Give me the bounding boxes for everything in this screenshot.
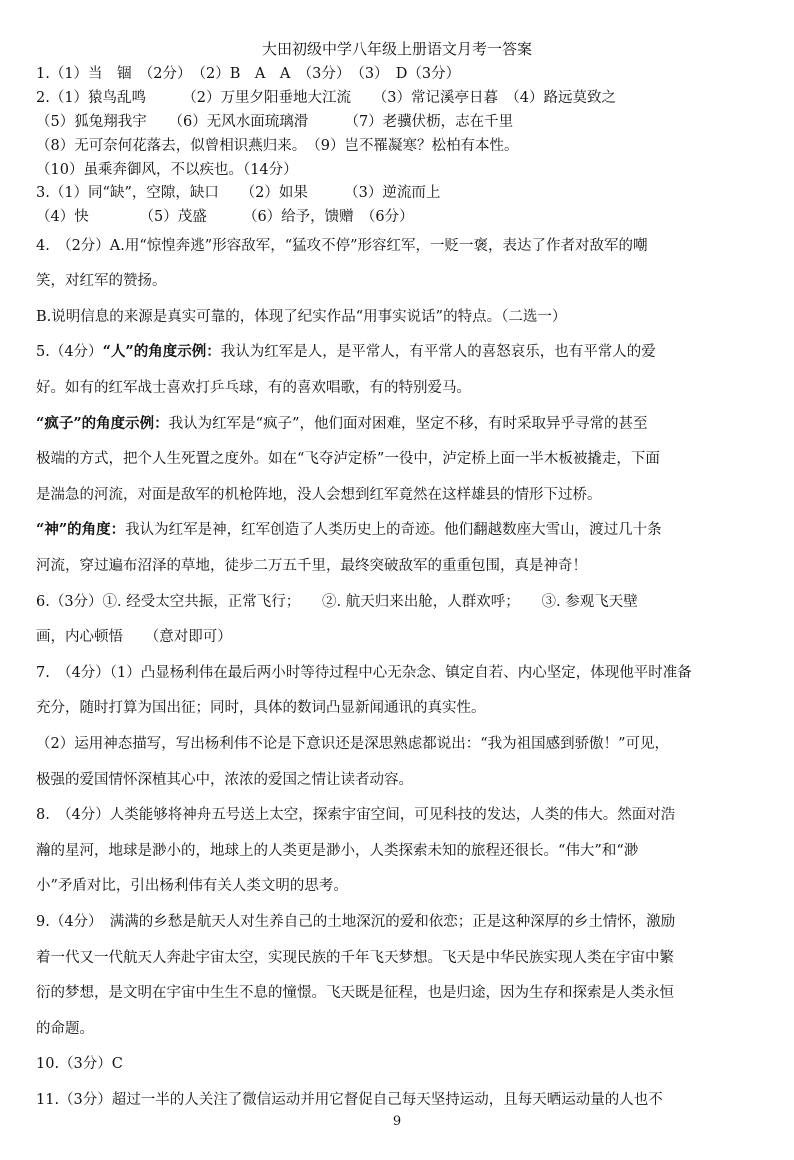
answer-line: 11.（3分）超过一半的人关注了微信运动并用它督促自己每天坚持运动，且每天晒运动量的人也不 [36, 1092, 663, 1108]
answer-line: 1.（1）当 锢 （2分） （2）B A A （3分） （3） D（3分） [36, 66, 461, 82]
answer-line: B.说明信息的来源是真实可靠的，体现了纪实作品“用事实说话”的特点。（二选一） [36, 309, 567, 325]
answer-line: 7. （4分）（1）凸显杨利伟在最后两小时等待过程中心无杂念、镇定自若、内心坚定，体现他平时准备 [36, 665, 692, 681]
q5-prefix: 5.（4分） [36, 344, 103, 360]
answer-line: 8. （4分）人类能够将神舟五号送上太空，探索宇宙空间，可见科技的发达，人类的伟大。然面对浩 [36, 807, 676, 823]
answer-line: 衍的梦想，是文明在宇宙中生生不息的憧憬。飞天既是征程，也是归途，因为生存和探索是人类永恒 [36, 985, 674, 1001]
answer-line: 好。如有的红军战士喜欢打乒乓球，有的喜欢唱歌，有的特别爱马。 [36, 380, 471, 396]
answer-line: （5）狐兔翔我宇 （6）无风水面琉璃滑 （7）老骥伏枥，志在千里 [36, 114, 514, 130]
answer-line: 画，内心顿悟 （意对即可） [36, 629, 232, 645]
line-text: 我认为红军是“疯子”，他们面对困难，坚定不移，有时采取异乎寻常的甚至 [168, 416, 648, 432]
answer-line: 小”矛盾对比，引出杨利伟有关人类文明的思考。 [36, 878, 348, 894]
answer-line: 2.（1）猿鸟乱鸣 （2）万里夕阳垂地大江流 （3）常记溪亭日暮 （4）路远莫致之 [36, 90, 616, 106]
bold-heading: “神”的角度： [36, 521, 126, 538]
answer-line: 3.（1）同“缺”，空隙，缺口 （2）如果 （3）逆流而上 [36, 185, 441, 201]
answer-line: 河流，穿过遍布沼泽的草地，徒步二万五千里，最终突破敌军的重重包围，真是神奇！ [36, 558, 587, 574]
answer-line: 4. （2分）A.用“惊惶奔逃”形容敌军，“猛攻不停”形容红军，一贬一褒，表达了作者对敌军的嘲 [36, 238, 648, 254]
q5-bold-heading: “人”的角度示例： [102, 343, 221, 360]
answer-line: 9.（4分） 满满的乡愁是航天人对生养自己的土地深沉的爱和依恋；正是这种深厚的乡土情怀，激励 [36, 914, 676, 930]
answer-line: 的命题。 [36, 1021, 94, 1037]
answer-line [36, 518, 662, 539]
page-number: 9 [392, 1114, 402, 1129]
answer-line: 笑，对红军的赞扬。 [36, 273, 167, 289]
answer-line: 充分，随时打算为国出征；同时，具体的数词凸显新闻通讯的真实性。 [36, 700, 486, 716]
bold-heading: “疯子”的角度示例： [36, 415, 169, 432]
answer-line: （10）虽乘奔御风，不以疾也。（14分） [36, 162, 298, 178]
answer-line: 6.（3分）①. 经受太空共振，正常飞行； ②. 航天归来出舱，人群欢呼； ③. 参观飞天壁 [36, 594, 638, 610]
answer-line [36, 412, 648, 433]
answer-line: （2）运用神态描写，写出杨利伟不论是下意识还是深思熟虑都说出：“我为祖国感到骄傲！”可见， [36, 736, 670, 752]
answer-line: 是湍急的河流，对面是敌军的机枪阵地，没人会想到红军竟然在这样雄县的情形下过桥。 [36, 487, 602, 503]
answer-line: （8）无可奈何花落去，似曾相识燕归来。 （9）岂不罹凝寒？松柏有本性。 [36, 138, 519, 154]
answer-line: 极端的方式，把个人生死置之度外。如在“飞夺泸定桥”一役中，泸定桥上面一半木板被撬走，下面 [36, 451, 660, 467]
answer-line: 瀚的星河，地球是渺小的，地球上的人类更是渺小，人类探索未知的旅程还很长。“伟大”和“渺 [36, 843, 639, 859]
q5-text: 我认为红军是人，是平常人，有平常人的喜怒哀乐，也有平常人的爱 [220, 344, 656, 360]
answer-line: （4）快 （5）茂盛 （6）给予，馈赠 （6分） [36, 209, 414, 225]
answer-line: 极强的爱国情怀深植其心中，浓浓的爱国之情让读者动容。 [36, 772, 413, 788]
answer-line-q5 [36, 340, 656, 361]
answer-line: 10.（3分）C [36, 1056, 123, 1072]
line-text: 我认为红军是神，红军创造了人类历史上的奇迹。他们翻越数座大雪山，渡过几十条 [125, 522, 662, 538]
document-title: 大田初级中学八年级上册语文月考一答案 [261, 40, 532, 58]
answer-line: 着一代又一代航天人奔赴宇宙太空，实现民族的千年飞天梦想。飞天是中华民族实现人类在宇宙中繁 [36, 950, 674, 966]
